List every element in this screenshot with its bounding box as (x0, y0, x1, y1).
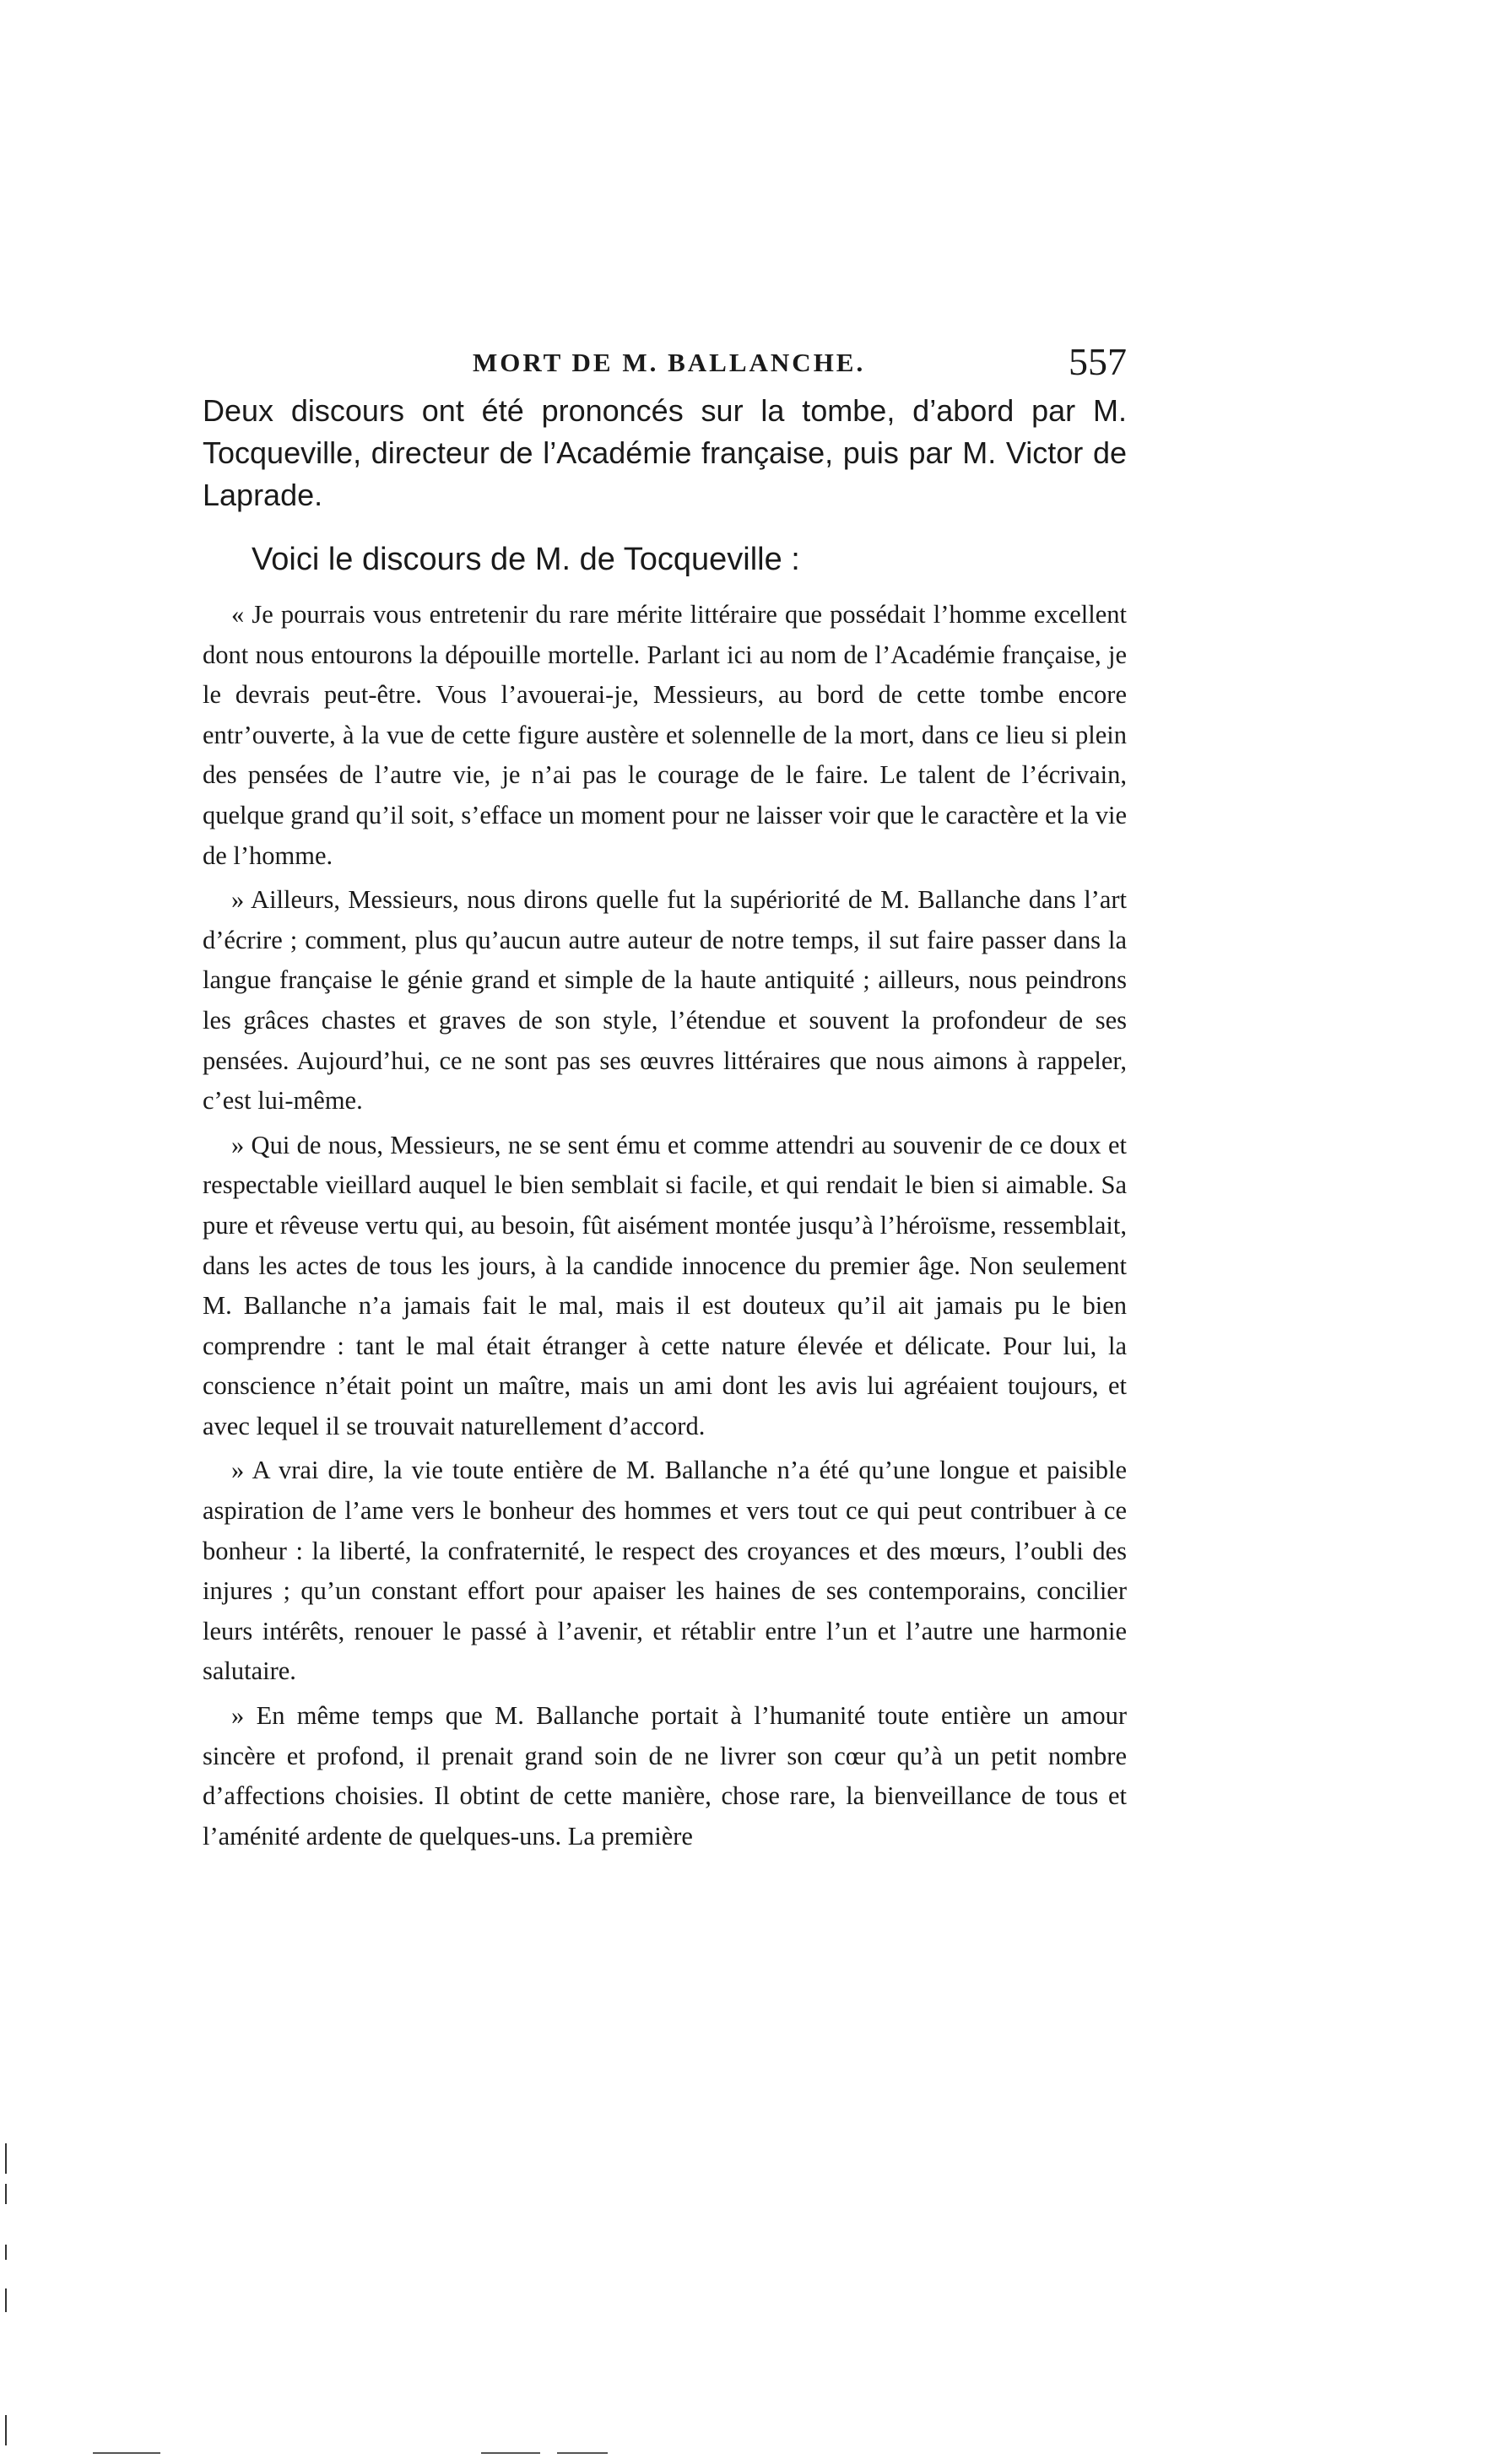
scan-margin-mark (5, 2143, 7, 2174)
scan-margin-mark (5, 2245, 7, 2260)
scan-margin-mark (5, 2184, 7, 2204)
scan-bottom-mark (557, 2452, 608, 2454)
speech-text (203, 595, 1127, 1861)
scan-margin-mark (5, 2288, 7, 2312)
speech-paragraph: « Je pourrais vous entretenir du rare mérite littéraire que possédait l’homme excellent dont nous entourons la dépouille mortelle. Parlant ici au nom de l’Académie française, je le devrais peut-être. Vous l’avouerai-je, Messieurs, au bord de cette tombe encore entr’ouverte, à la vue de cette figure austère et solennelle de la mort, dans ce lieu si plein des pensées de l’autre vie, je n’ai pas le courage de le faire. Le talent de l’écrivain, quelque grand qu’il soit, s’efface un moment pour ne laisser voir que le caractère et la vie de l’homme. (203, 600, 1127, 870)
scan-bottom-mark (93, 2452, 160, 2454)
running-title: MORT DE M. BALLANCHE. (473, 348, 866, 377)
speech-paragraph: » En même temps que M. Ballanche portait à l’humanité toute entière un amour sincère et profond, il prenait grand soin de ne livrer son cœur qu’à un petit nombre d’affections choisies. Il obtint de cette manière, chose rare, la bienveillance de tous et l’aménité ardente de quelques-uns. La première (203, 1701, 1127, 1851)
speech-paragraph: » Ailleurs, Messieurs, nous dirons quelle fut la supériorité de M. Ballanche dans l’art d’écrire ; comment, plus qu’aucun autre auteur de notre temps, il sut faire passer dans la langue française le génie grand et simple de la haute antiquité ; ailleurs, nous peindrons les grâces chastes et graves de son style, l’étendue et souvent la profondeur de ses pensées. Aujourd’hui, ce ne sont pas ses œuvres littéraires que nous aimons à rappeler, c’est lui-même. (203, 885, 1127, 1116)
speech-paragraph: » Qui de nous, Messieurs, ne se sent ému et comme attendri au souvenir de ce doux et respectable vieillard auquel le bien semblait si facile, et qui rendait le bien si aimable. Sa pure et rêveuse vertu qui, au besoin, fût aisément montée jusqu’à l’héroïsme, ressemblait, dans les actes de tous les jours, à la candide innocence du premier âge. Non seulement M. Ballanche n’a jamais fait le mal, mais il est douteux qu’il ait jamais pu le bien comprendre : tant le mal était étranger à cette nature élevée et délicate. Pour lui, la conscience n’était point un maître, mais un ami dont les avis lui agréaient toujours, et avec lequel il se trouvait naturellement d’accord. (203, 1130, 1127, 1440)
speech-paragraph: » A vrai dire, la vie toute entière de M. Ballanche n’a été qu’une longue et paisible aspiration de l’ame vers le bonheur des hommes et vers tout ce qui peut contribuer à ce bonheur : la liberté, la confraternité, le respect des croyances et des mœurs, l’oubli des injures ; qu’un constant effort pour apaiser les haines de ses contemporains, concilier leurs intérêts, renouer le passé à l’avenir, et rétablir entre l’un et l’autre une harmonie salutaire. (203, 1456, 1127, 1686)
running-head (203, 340, 1127, 395)
page-number: 557 (1069, 340, 1127, 383)
speech-introduction: Voici le discours de M. de Tocqueville : (252, 542, 800, 577)
scan-margin-mark (5, 2415, 7, 2445)
scan-bottom-mark (481, 2452, 540, 2454)
intro-paragraph: Deux discours ont été prononcés sur la tombe, d’abord par M. Tocqueville, directeur de l’Académie française, puis par M. Victor de Laprade. (203, 393, 1127, 512)
